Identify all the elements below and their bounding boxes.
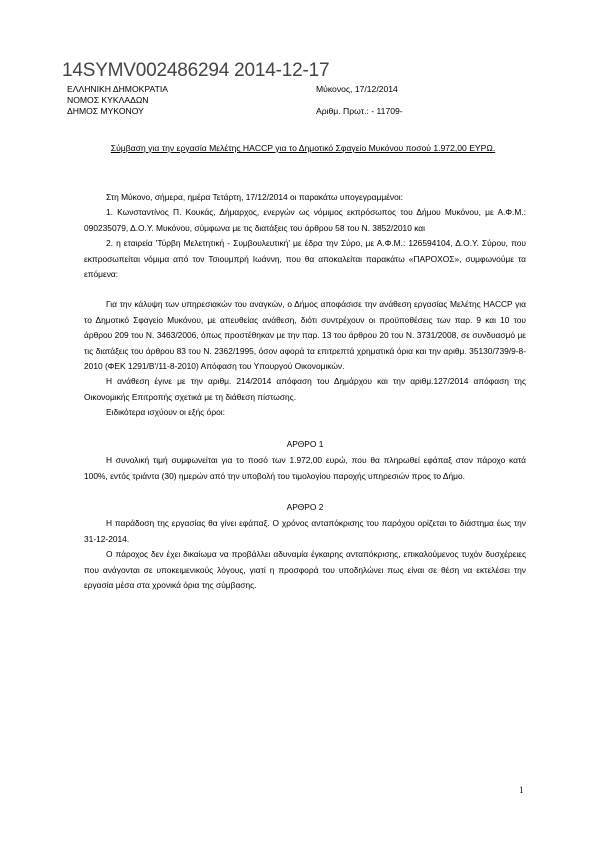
article-1-heading: ΑΡΘΡΟ 1	[286, 438, 324, 449]
party-2-paragraph: 2. η εταιρεία 'Τύρβη Μελετητική - Συμβουλευτική' με έδρα την Σύρο, με Α.Φ.Μ.: 126594104, Δ.Ο.Υ. Σύρου, που εκπροσωπείται νόμιμα από τον Τσιουμπρή Ιωάννη, που θα αποκαλείται παρακάτω «ΠΑΡΟΧΟΣ», συμφωνούμε τα επόμενα:	[84, 238, 526, 280]
document-meta	[316, 84, 403, 117]
page-number: 1	[519, 785, 524, 795]
article-2-paragraph-1: Η παράδοση της εργασίας θα γίνει εφάπαξ. Ο χρόνος ανταπόκρισης του παρόχου ορίζεται το διάστημα έως την 31-12-2014.	[84, 518, 526, 544]
opening-paragraph: Στη Μύκονο, σήμερα, ημέρα Τετάρτη, 17/12/2014 οι παρακάτω υπογεγραμμένοι:	[106, 192, 403, 202]
issuer-line-municipality: ΔΗΜΟΣ ΜΥΚΟΝΟΥ	[67, 106, 144, 117]
place-date: Μύκονος, 17/12/2014	[316, 84, 398, 94]
contract-body	[84, 190, 526, 593]
issuer-header	[67, 84, 168, 118]
document-id-stamp: 14SYMV002486294 2014-12-17	[62, 60, 330, 81]
article-2-heading: ΑΡΘΡΟ 2	[286, 501, 324, 512]
issuer-line-prefecture: ΝΟΜΟΣ ΚΥΚΛΑΔΩΝ	[67, 95, 149, 106]
article-2-paragraph-2: Ο πάροχος δεν έχει δικαίωμα να προβάλλει αδυναμία έγκαιρης ανταπόκρισης, επικαλούμενος τυχόν δυσχέρειες που ανάγονται σε υποκειμενικούς λόγους, γιατί η προσφορά του υποδηλώνει πως είναι σε θέση να εκτελέσει την εργασία μέσα στα χρονικά όρια της σύμβασης.	[84, 549, 526, 590]
assignment-paragraph: Για την κάλυψη των υπηρεσιακών του αναγκών, ο Δήμος αποφάσισε την ανάθεση εργασίας Μελέτης HACCP για το Δημοτικό Σφαγείο Μυκόνου, με απευθείας ανάθεση, διότι συντρέχουν οι προϋποθέσεις των παρ. 9 και 10 του άρθρου 209 του Ν. 3463/2006, όπως προστέθηκαν με την παρ. 13 του άρθρου 20 του Ν. 3731/2008, σε συνδυασμό με τις διατάξεις του άρθρου 83 του Ν. 2362/1995, όσον αφορά τα επιτρεπτά χρηματικά όρια και την αριθμ. 35130/739/9-8-2010 (ΦΕΚ 1291/Β'/11-8-2010) Απόφαση του Υπουργού Οικονομικών.	[84, 299, 526, 372]
party-1-paragraph: 1. Κωνσταντίνος Π. Κουκάς, Δήμαρχος, ενεργών ως νόμιμος εκπρόσωπος του Δήμου Μυκόνου, με Α.Φ.Μ.: 090235079, Δ.Ο.Υ. Μυκόνου, σύμφωνα με τις διατάξεις του άρθρου 58 του Ν. 3852/2010 και	[84, 207, 526, 233]
article-1-paragraph: Η συνολική τιμή συμφωνείται για το ποσό των 1.972,00 ευρώ, που θα πληρωθεί εφάπαξ στον πάροχο κατά 100%, εντός τριάντα (30) ημερών από την υποβολή του τιμολογίου παροχής υπηρεσιών προς το Δήμο.	[84, 455, 526, 481]
contract-title: Σύμβαση για την εργασία Μελέτης HACCP για το Δημοτικό Σφαγείο Μυκόνου ποσού 1.972,00 ΕΥΡΩ.	[110, 143, 496, 153]
issuer-line-country: ΕΛΛΗΝΙΚΗ ΔΗΜΟΚΡΑΤΙΑ	[67, 84, 168, 94]
terms-intro: Ειδικότερα ισχύουν οι εξής όροι:	[106, 407, 225, 418]
decision-paragraph: Η ανάθεση έγινε με την αριθμ. 214/2014 απόφαση του Δημάρχου και την αριθμ.127/2014 απόφαση της Οικονομικής Επιτροπής σχετικά με τη διάθεση πίστωσης.	[84, 376, 526, 402]
protocol-number: Αριθμ. Πρωτ.: - 11709-	[316, 106, 403, 117]
